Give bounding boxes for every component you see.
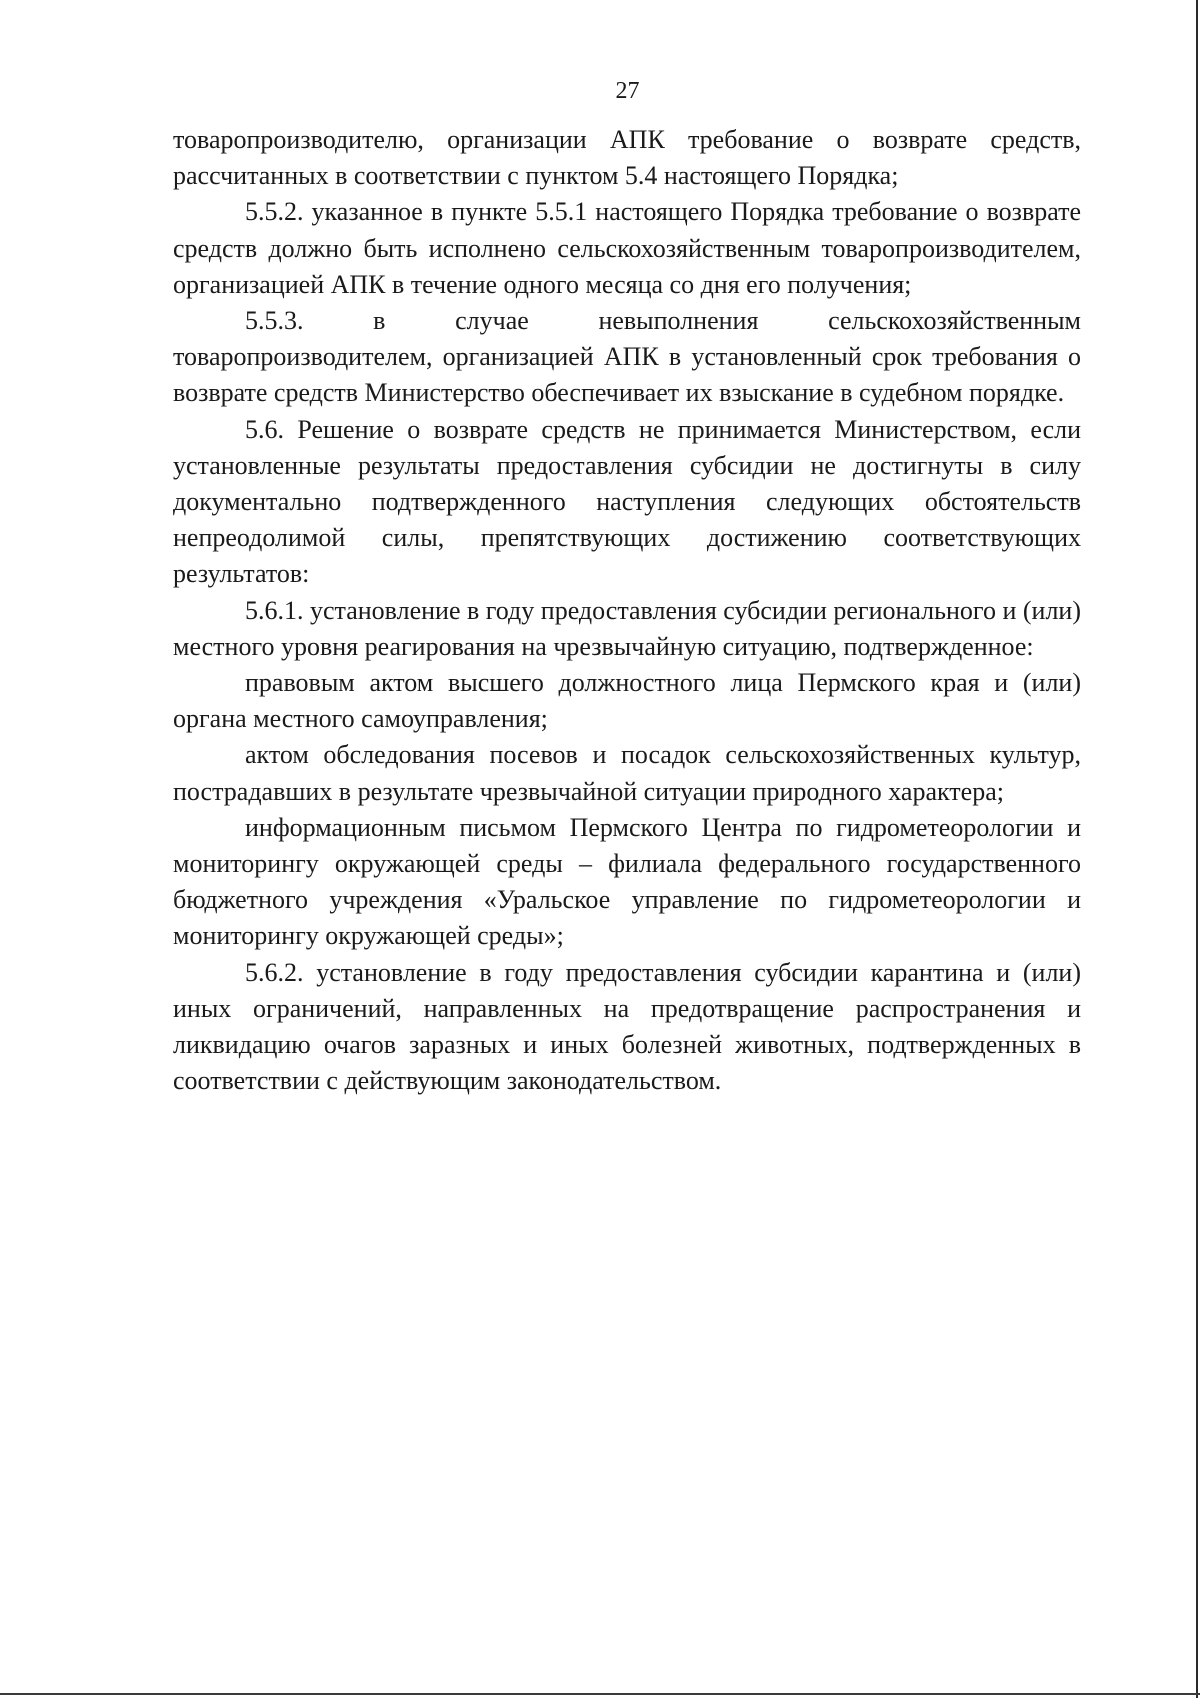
paragraph-inspection-act: актом обследования посевов и посадок сельскохозяйственных культур, пострадавших в результате чрезвычайной ситуации природного характера;	[173, 740, 1081, 806]
paragraph-info-letter: информационным письмом Пермского Центра по гидрометеорологии и мониторингу окружающей среды – филиала федерального государственного бюджетного учреждения «Уральское управление по гидрометеорологии и мониторингу окружающей среды»;	[173, 812, 1081, 951]
paragraph-5-6-2: 5.6.2. установление в году предоставления субсидии карантина и (или) иных ограничений, направленных на предотвращение распространения и ликвидацию очагов заразных и иных болезней животных, подтвержденных в соответствии с действующим законодательством.	[173, 957, 1081, 1096]
paragraph-legal-act: правовым актом высшего должностного лица Пермского края и (или) органа местного самоуправления;	[173, 668, 1081, 734]
paragraph-5-5-3: 5.5.3. в случае невыполнения сельскохозяйственным товаропроизводителем, организацией АПК в установленный срок требования о возврате средств Министерство обеспечивает их взыскание в судебном порядке.	[173, 306, 1081, 408]
paragraph-continuation: товаропроизводителю, организации АПК требование о возврате средств, рассчитанных в соответствии с пунктом 5.4 настоящего Порядка;	[173, 125, 1081, 191]
page-number: 27	[615, 78, 640, 104]
paragraph-5-6: 5.6. Решение о возврате средств не принимается Министерством, если установленные результаты предоставления субсидии не достигнуты в силу документально подтвержденного наступления следующих обстоятельств непреодолимой силы, препятствующих достижению соответствующих результатов:	[173, 414, 1081, 589]
paragraph-5-6-1: 5.6.1. установление в году предоставления субсидии регионального и (или) местного уровня реагирования на чрезвычайную ситуацию, подтвержденное:	[173, 595, 1081, 661]
scan-edge-bottom	[0, 1693, 1200, 1695]
scan-edge-right	[1196, 0, 1198, 1698]
document-body	[173, 122, 1081, 1099]
paragraph-5-5-2: 5.5.2. указанное в пункте 5.5.1 настоящего Порядка требование о возврате средств должно быть исполнено сельскохозяйственным товаропроизводителем, организацией АПК в течение одного месяца со дня его получения;	[173, 197, 1081, 299]
